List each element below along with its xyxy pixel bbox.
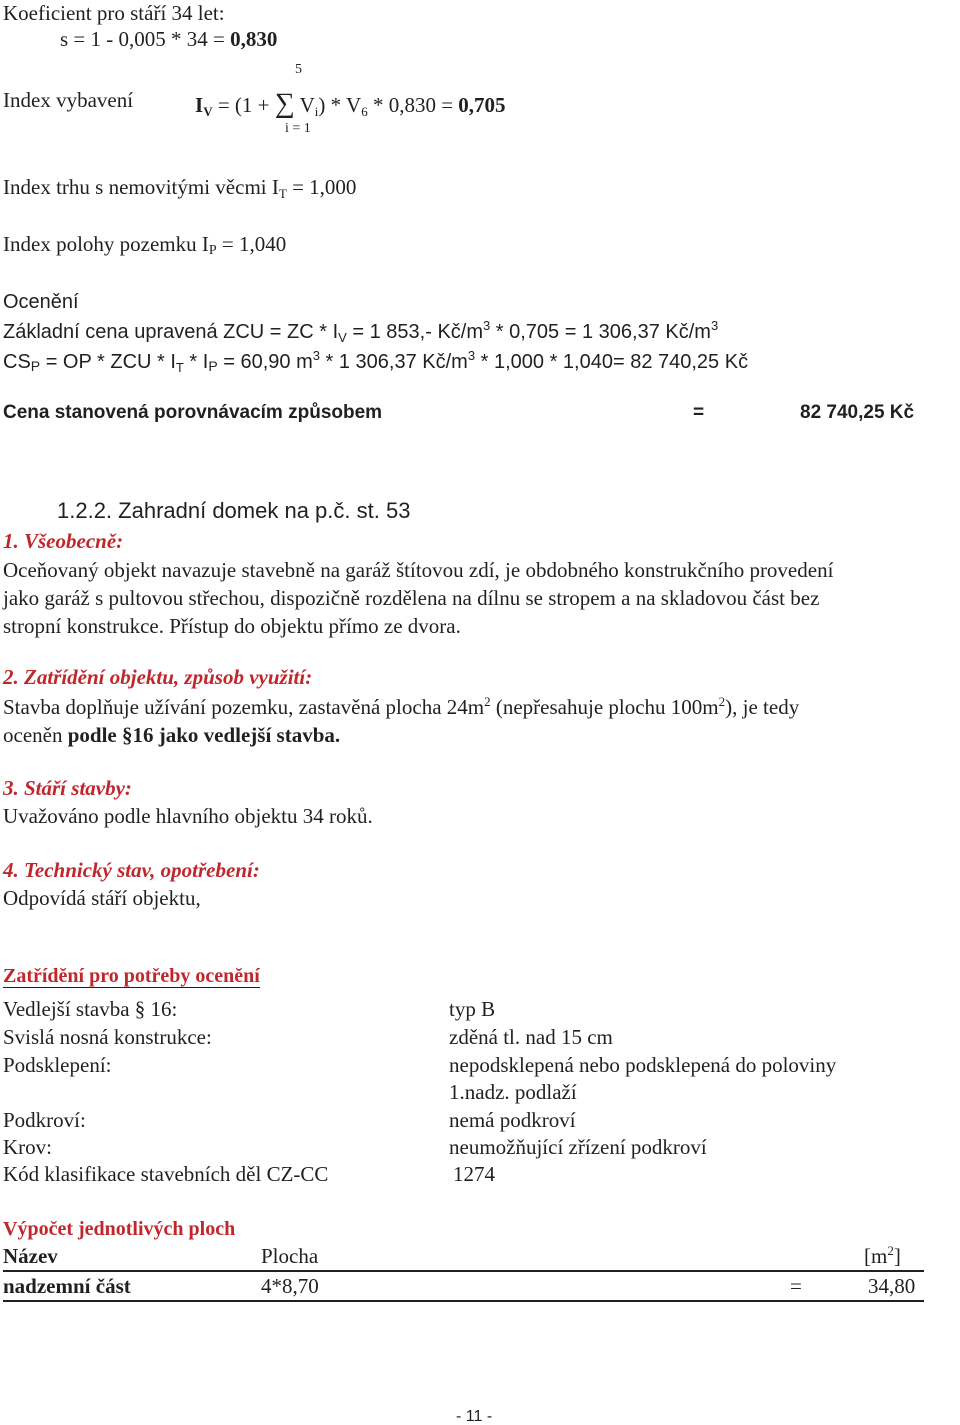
market-index: Index trhu s nemovitými věcmi $I_T = 1,000$ <box>3 175 357 201</box>
areas-heading: Výpočet jednotlivých ploch <box>3 1218 236 1240</box>
classification-text-line: oceněn podle §16 jako vedlejší stavba. <box>3 723 341 747</box>
classification-label: Podkroví: <box>3 1108 86 1132</box>
classification-label: Podsklepení: <box>3 1053 112 1077</box>
general-text-line: jako garáž s pultovou střechou, dispozičně rozdělena na dílnu se stropem a na skladovou část bez <box>3 586 820 610</box>
classification-value: 1.nadz. podlaží <box>449 1080 577 1104</box>
sum-upper-limit: 5 <box>295 62 302 77</box>
areas-row-formula: 4*8,70 <box>261 1274 319 1298</box>
classification-section-heading: 2. Zatřídění objektu, způsob využití: <box>3 665 313 689</box>
areas-row-equals: = <box>790 1274 802 1298</box>
areas-header-divider <box>3 1270 924 1272</box>
general-heading: 1. Všeobecně: <box>3 529 124 553</box>
classification-label: Svislá nosná konstrukce: <box>3 1025 212 1049</box>
csp-formula: $CS_P$ = OP * ZCU * $I_T * I_P = 60,90$ $m^3 * 1$ 306,37 $Kč/m^3 * 1,000 * 1,040= 82$ 740,25 Kč <box>3 348 749 375</box>
equipment-index-result: 0,705 <box>458 93 506 117</box>
classification-value: zděná tl. nad 15 cm <box>449 1025 613 1049</box>
section-title: 1.2.2. Zahradní domek na p.č. st. 53 <box>57 498 411 523</box>
classification-value: typ B <box>449 997 496 1021</box>
general-text-line: stropní konstrukce. Přístup do objektu přímo ze dvora. <box>3 614 461 638</box>
total-price-label: Cena stanovená porovnávacím způsobem <box>3 402 383 423</box>
age-section-heading: 3. Stáří stavby: <box>3 776 132 800</box>
sigma-icon: ∑ <box>274 88 295 119</box>
classification-label: Vedlejší stavba § 16: <box>3 997 178 1021</box>
classification-text-line: Stavba doplňuje užívání pozemku, zastavěná plocha $24m^2$ (nepřesahuje plochu $100m^2$), je tedy <box>3 694 800 719</box>
sum-lower-limit: i = 1 <box>285 121 311 136</box>
tech-section-text: Odpovídá stáří objektu, <box>3 886 201 910</box>
age-section-text: Uvažováno podle hlavního objektu 34 roků. <box>3 804 373 828</box>
total-price-equals: = <box>693 402 705 423</box>
areas-row-name: nadzemní část <box>3 1274 131 1298</box>
areas-row-value: 34,80 <box>868 1274 916 1298</box>
age-heading: Koeficient pro stáří 34 let: <box>3 1 225 25</box>
classification-value: 1274 <box>453 1162 495 1186</box>
equipment-index-formula: $I_V = (1$ + ∑ $V_i) * V_6 * 0,830 = 0,705$ <box>195 88 506 119</box>
age-formula: s = 1 - 0,005 * 34 = 0,830 <box>60 27 278 51</box>
classification-heading: Zatřídění pro potřeby ocenění <box>3 965 260 987</box>
areas-header-name: Název <box>3 1244 58 1268</box>
classification-label: Kód klasifikace stavebních děl CZ-CC <box>3 1162 329 1186</box>
areas-row-divider <box>3 1300 924 1302</box>
areas-header-area: Plocha <box>261 1244 319 1268</box>
classification-value: nemá podkroví <box>449 1108 576 1132</box>
valuation-heading: Ocenění <box>3 291 79 313</box>
section-sign: § <box>121 723 133 747</box>
age-result: 0,830 <box>230 27 278 51</box>
zcu-formula: Základní cena upravená ZCU = ZC * $I_V = 1$ 853,- $Kč/m^3 * 0,705 = 1$ 306,37 $Kč/m^3$ <box>3 318 719 345</box>
equipment-index-label: Index vybavení <box>3 88 134 112</box>
general-text-line: Oceňovaný objekt navazuje stavebně na garáž štítovou zdí, je obdobného konstrukčního provedení <box>3 558 834 582</box>
classification-label: Krov: <box>3 1135 52 1159</box>
page-number: - 11 - <box>456 1408 493 1425</box>
position-index: Index polohy pozemku $I_P = 1,040$ <box>3 232 287 258</box>
total-price-value: 82 740,25 Kč <box>800 402 915 423</box>
areas-header-unit: $[m^2]$ <box>864 1243 901 1268</box>
tech-section-heading: 4. Technický stav, opotřebení: <box>3 858 260 882</box>
classification-value: neumožňující zřízení podkroví <box>449 1135 707 1159</box>
classification-value: nepodsklepená nebo podsklepená do poloviny <box>449 1053 837 1077</box>
